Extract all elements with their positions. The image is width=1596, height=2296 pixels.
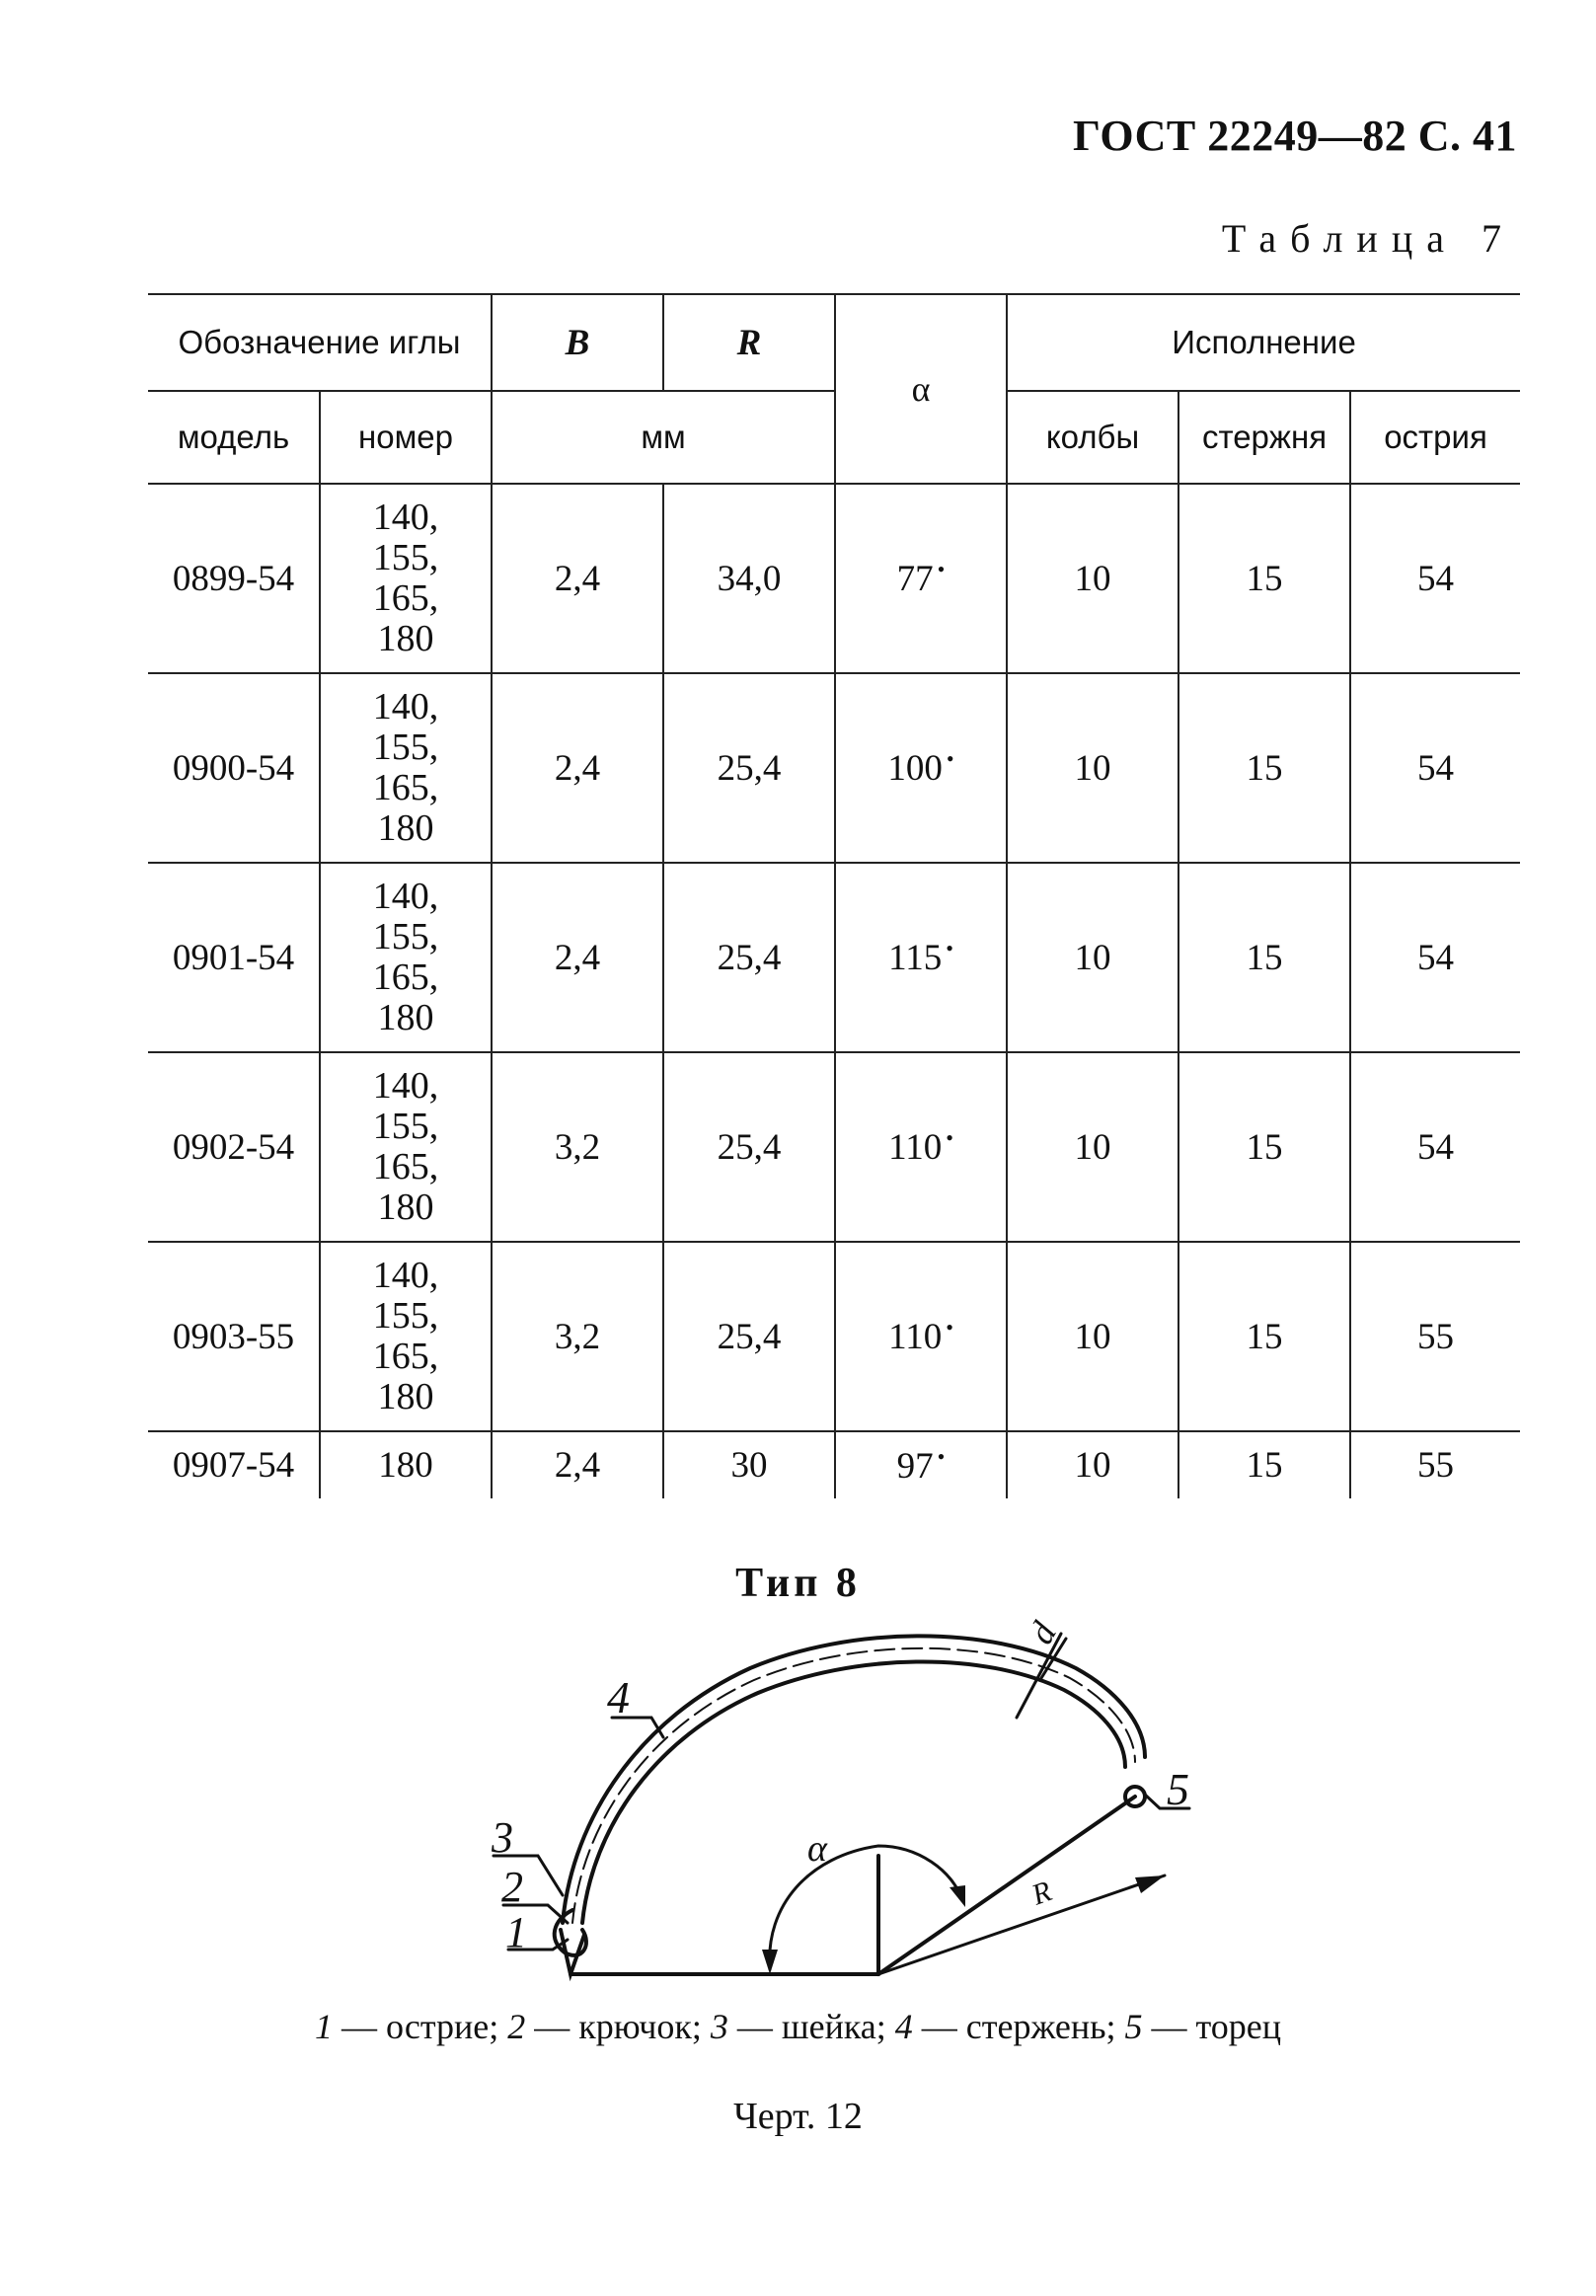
needle-centerline	[572, 1648, 1135, 1923]
label-d: d	[1021, 1615, 1064, 1650]
number-item: 180	[377, 1376, 434, 1417]
cell-point: 54	[1350, 673, 1520, 863]
cell-flask: 10	[1007, 1431, 1178, 1498]
number-item: 140,	[372, 1065, 439, 1107]
alpha-value: 115	[888, 938, 943, 978]
figure-legend	[0, 2006, 1596, 2047]
cell-shank: 15	[1178, 673, 1350, 863]
degree-mark: •	[946, 1125, 953, 1150]
number-item: 140,	[372, 497, 439, 538]
legend-text: — торец	[1142, 2007, 1282, 2046]
legend-num: 2	[507, 2007, 526, 2046]
number-item: 165,	[372, 957, 439, 998]
header-execution: Исполнение	[1007, 294, 1520, 391]
alpha-value: 97	[896, 1445, 934, 1487]
cell-shank: 15	[1178, 863, 1350, 1052]
header-flask: колбы	[1007, 391, 1178, 484]
legend-num: 3	[710, 2007, 728, 2046]
legend-num: 5	[1124, 2007, 1143, 2046]
number-item: 155,	[372, 727, 439, 768]
header-r-label: R	[736, 322, 762, 363]
header-model: модель	[148, 391, 320, 484]
header-needle-designation: Обозначение иглы	[148, 294, 492, 391]
cell-r: 34,0	[663, 484, 835, 673]
header-mm: мм	[492, 391, 835, 484]
type-title: Тип 8	[735, 1561, 861, 1606]
cell-b: 2,4	[492, 484, 663, 673]
label-2: 2	[501, 1863, 523, 1911]
alpha-value: 110	[888, 1127, 943, 1168]
number-item: 155,	[372, 1106, 439, 1147]
cell-model: 0901-54	[148, 863, 320, 1052]
label-alpha: α	[807, 1828, 827, 1870]
cell-flask: 10	[1007, 1242, 1178, 1431]
alpha-arc	[770, 1846, 962, 1969]
number-item: 180	[377, 997, 434, 1038]
cell-r: 30	[663, 1431, 835, 1498]
cell-shank: 15	[1178, 1242, 1350, 1431]
number-item: 180	[377, 807, 434, 849]
cell-point: 54	[1350, 863, 1520, 1052]
cell-model: 0903-55	[148, 1242, 320, 1431]
cell-r: 25,4	[663, 1242, 835, 1431]
legend-num: 4	[894, 2007, 913, 2046]
degree-mark: •	[937, 557, 946, 581]
cell-model: 0899-54	[148, 484, 320, 673]
number-item: 180	[377, 1186, 434, 1228]
cell-flask: 10	[1007, 484, 1178, 673]
cell-shank: 15	[1178, 1431, 1350, 1498]
cell-model: 0907-54	[148, 1431, 320, 1498]
legend-text: — крючок;	[525, 2007, 711, 2046]
legend-text: — шейка;	[727, 2007, 895, 2046]
number-item: 165,	[372, 767, 439, 808]
cell-point: 54	[1350, 1052, 1520, 1242]
alpha-arrow-left	[762, 1950, 778, 1974]
cell-flask: 10	[1007, 673, 1178, 863]
r-arrow	[1135, 1875, 1165, 1893]
cell-b: 3,2	[492, 1242, 663, 1431]
number-item: 180	[377, 618, 434, 659]
number-item: 140,	[372, 876, 439, 917]
cell-model: 0900-54	[148, 673, 320, 863]
cell-r: 25,4	[663, 1052, 835, 1242]
cell-b: 3,2	[492, 1052, 663, 1242]
number-item: 155,	[372, 537, 439, 578]
label-5: 5	[1167, 1764, 1189, 1814]
number-item: 140,	[372, 1255, 439, 1296]
alpha-value: 77	[896, 559, 934, 599]
cell-flask: 10	[1007, 1052, 1178, 1242]
cell-b: 2,4	[492, 673, 663, 863]
number-item: 155,	[372, 916, 439, 957]
cell-point: 55	[1350, 1242, 1520, 1431]
number-item: 155,	[372, 1295, 439, 1337]
label-r: R	[1027, 1875, 1056, 1912]
number-item: 180	[378, 1445, 433, 1486]
label-1: 1	[505, 1908, 527, 1956]
label-3: 3	[492, 1813, 513, 1862]
cell-point: 54	[1350, 484, 1520, 673]
number-item: 165,	[372, 1336, 439, 1377]
header-point: острия	[1350, 391, 1520, 484]
alpha-arrow-right	[950, 1885, 965, 1907]
degree-mark: •	[937, 1443, 946, 1469]
cell-point: 55	[1350, 1431, 1520, 1498]
cell-shank: 15	[1178, 484, 1350, 673]
degree-mark: •	[946, 746, 954, 771]
legend-num: 1	[314, 2007, 333, 2046]
needle-outer-arc	[563, 1636, 1145, 1923]
cell-b: 2,4	[492, 863, 663, 1052]
number-item: 140,	[372, 686, 439, 727]
number-item: 165,	[372, 1146, 439, 1187]
number-item: 165,	[372, 577, 439, 619]
header-b-label: B	[565, 322, 590, 363]
label-4: 4	[607, 1672, 630, 1722]
header-alpha: α	[835, 294, 1007, 484]
cell-model: 0902-54	[148, 1052, 320, 1242]
cell-r: 25,4	[663, 673, 835, 863]
cell-b: 2,4	[492, 1431, 663, 1498]
header-shank: стержня	[1178, 391, 1350, 484]
legend-text: — острие;	[332, 2007, 508, 2046]
alpha-value: 100	[887, 748, 943, 789]
r-dimension-line	[878, 1875, 1165, 1974]
degree-mark: •	[946, 1315, 953, 1339]
legend-text: — стержень;	[912, 2007, 1125, 2046]
cell-shank: 15	[1178, 1052, 1350, 1242]
degree-mark: •	[946, 936, 953, 960]
radius-line	[878, 1797, 1135, 1974]
figure-caption: Черт. 12	[733, 2096, 863, 2137]
alpha-value: 110	[888, 1317, 943, 1357]
cell-r: 25,4	[663, 863, 835, 1052]
table-title: Таблица 7	[1221, 216, 1515, 261]
document-header: ГОСТ 22249—82 С. 41	[1072, 112, 1517, 160]
header-number: номер	[320, 391, 492, 484]
cell-flask: 10	[1007, 863, 1178, 1052]
